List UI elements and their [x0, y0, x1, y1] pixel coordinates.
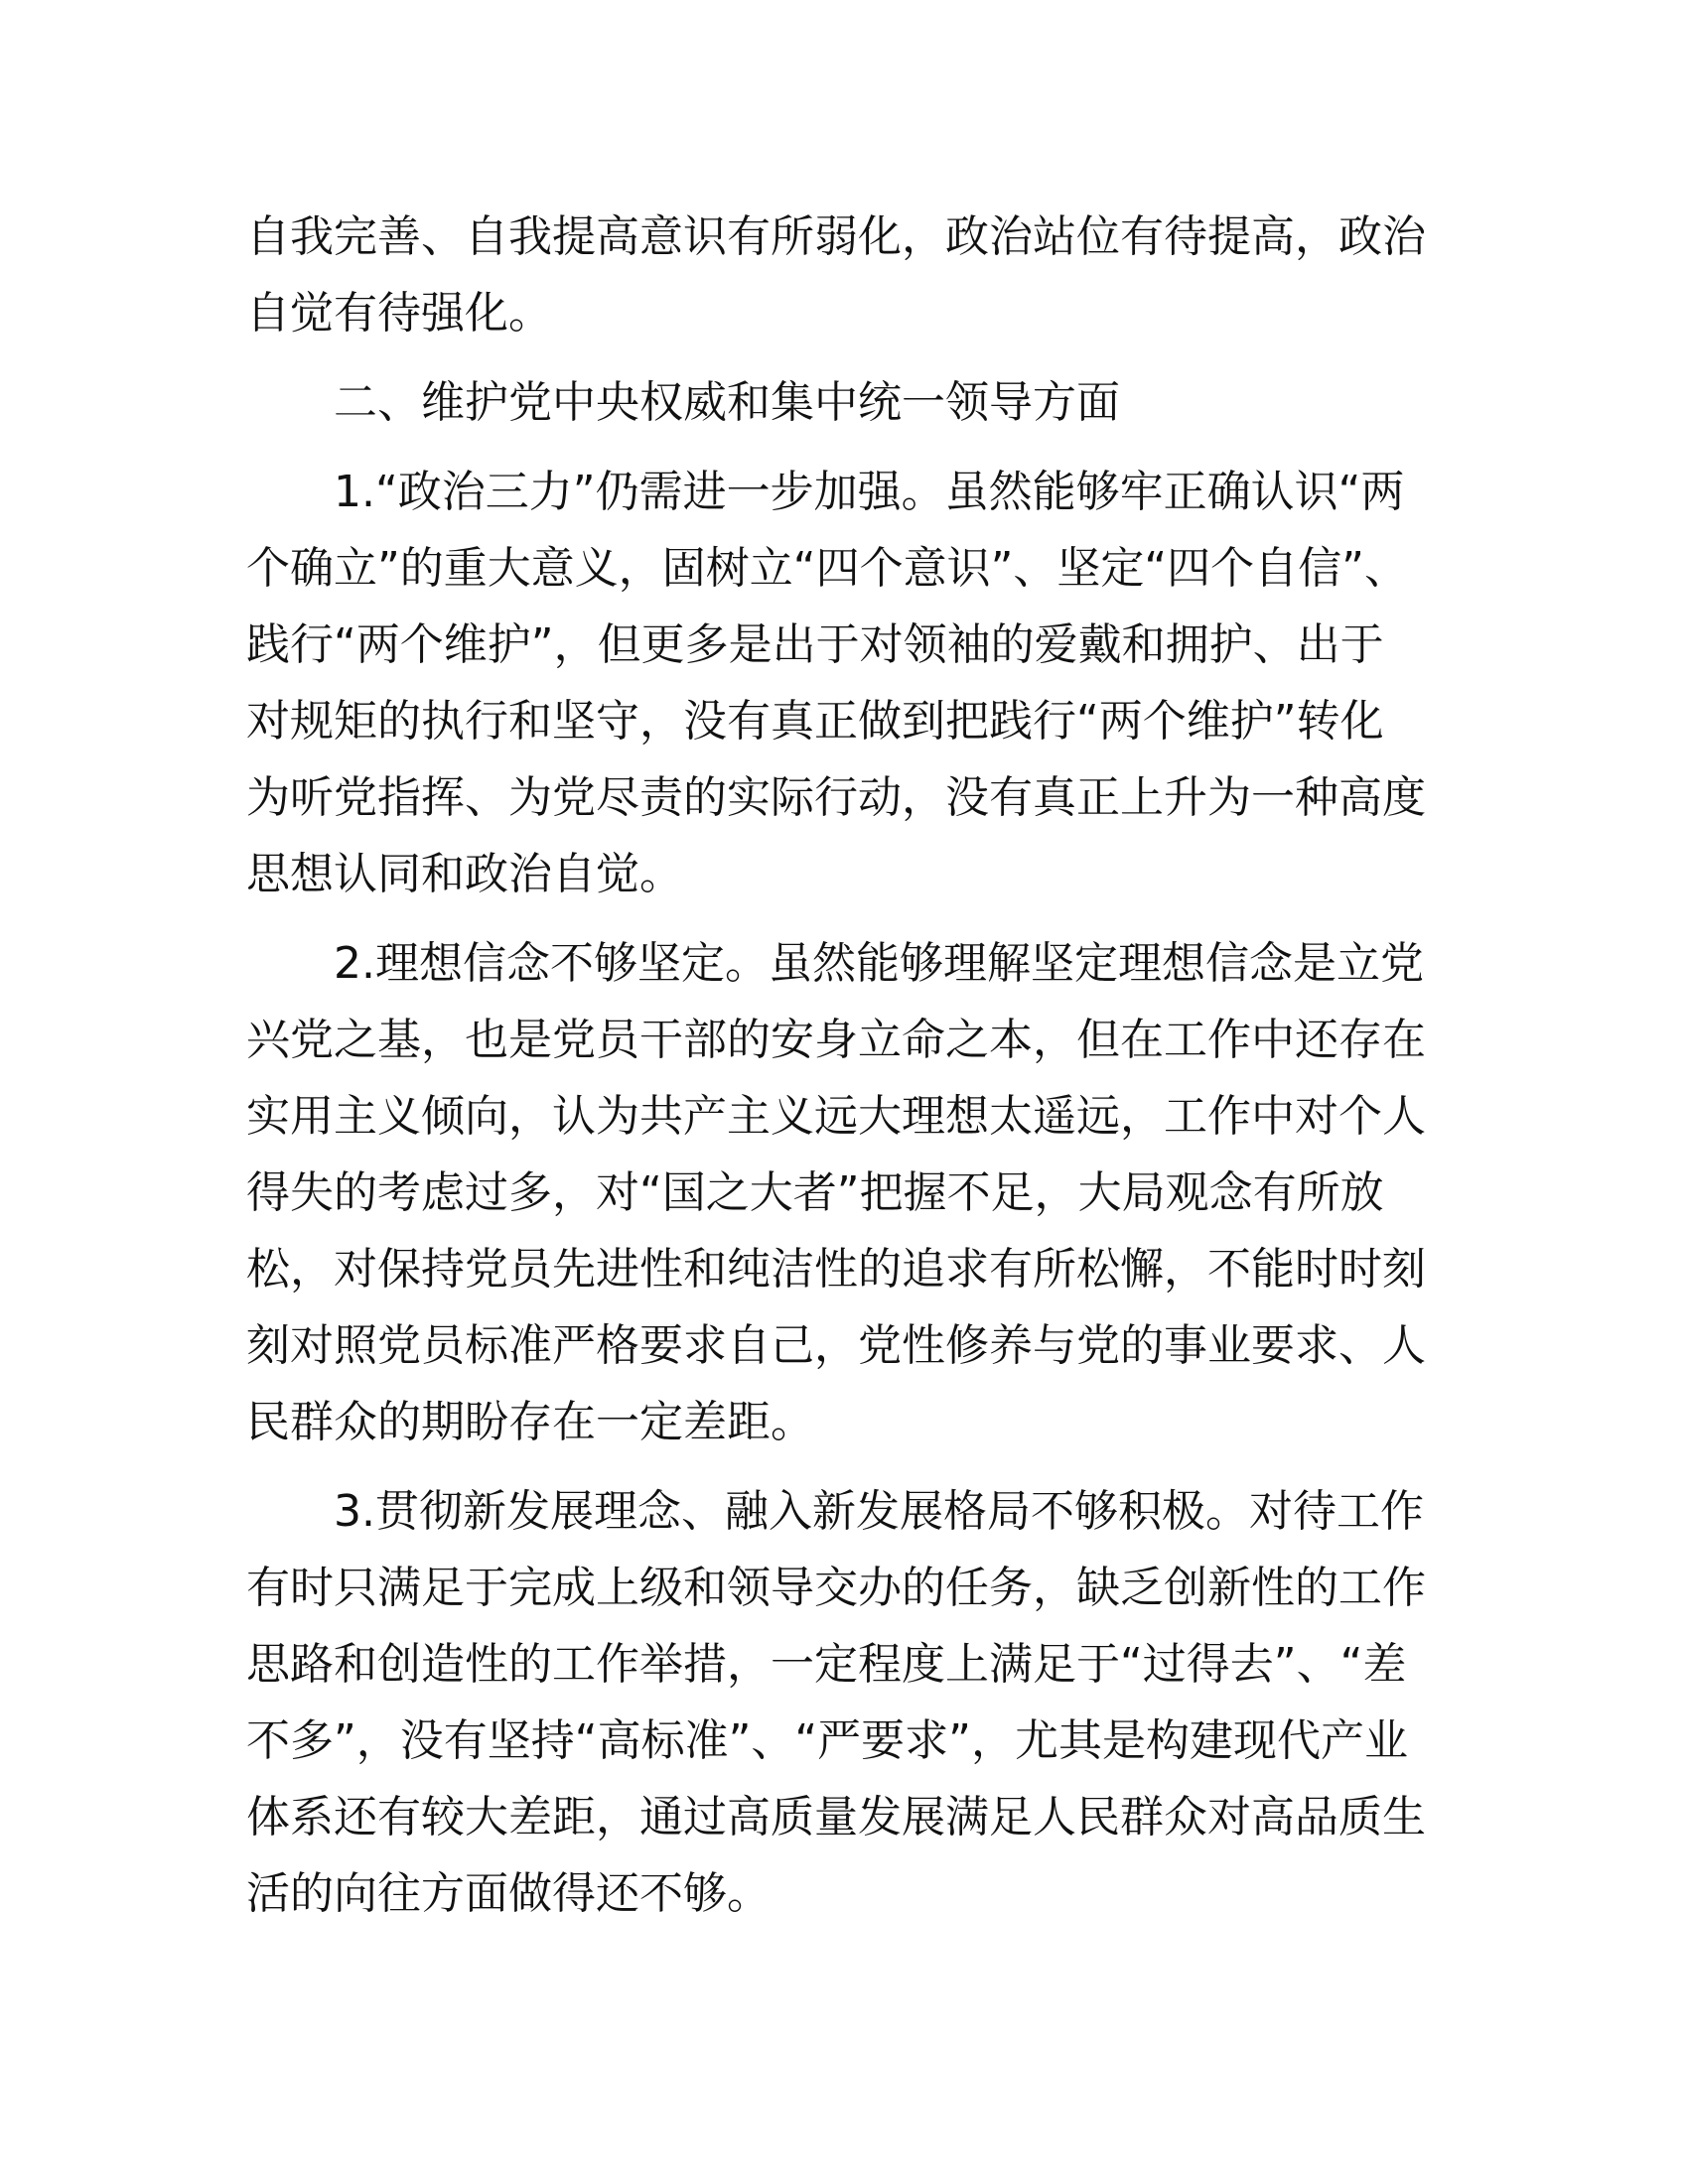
- text-line: 不多”，没有坚持“高标准”、“严要求”，尤其是构建现代产业: [246, 1715, 1408, 1766]
- text-line: 自觉有待强化。: [246, 288, 552, 339]
- paragraph-item-1: [246, 454, 1438, 912]
- text-line: 民群众的期盼存在一定差距。: [246, 1397, 814, 1447]
- text-line: 对规矩的执行和坚守，没有真正做到把践行“两个维护”转化: [246, 696, 1384, 747]
- text-line: 为听党指挥、为党尽责的实际行动，没有真正上升为一种高度: [246, 772, 1426, 823]
- text-line: 个确立”的重大意义，固树立“四个意识”、坚定“四个自信”、: [246, 543, 1408, 594]
- text-line: 活的向往方面做得还不够。: [246, 1868, 771, 1919]
- text-line: 思路和创造性的工作举措，一定程度上满足于“过得去”、“差: [246, 1639, 1407, 1690]
- text-line: 思想认同和政治自觉。: [246, 849, 683, 899]
- paragraph-item-3: [246, 1473, 1438, 1932]
- text-line: 有时只满足于完成上级和领导交办的任务，缺乏创新性的工作: [246, 1563, 1426, 1613]
- text-line: 1.“政治三力”仍需进一步加强。虽然能够牢正确认识“两: [334, 467, 1405, 517]
- text-line: 得失的考虑过多，对“国之大者”把握不足，大局观念有所放: [246, 1167, 1384, 1218]
- paragraph-item-2: [246, 925, 1438, 1460]
- section-heading: [246, 364, 1438, 441]
- text-line: 松，对保持党员先进性和纯洁性的追求有所松懈，不能时时刻: [246, 1244, 1426, 1295]
- text-line: 二、维护党中央权威和集中统一领导方面: [334, 377, 1120, 428]
- text-line: 3.贯彻新发展理念、融入新发展格局不够积极。对待工作: [334, 1486, 1424, 1537]
- text-line: 自我完善、自我提高意识有所弱化，政治站位有待提高，政治: [246, 211, 1426, 262]
- paragraph-continuation: [246, 199, 1438, 351]
- text-line: 2.理想信念不够坚定。虽然能够理解坚定理想信念是立党: [334, 938, 1424, 989]
- text-line: 践行“两个维护”，但更多是出于对领袖的爱戴和拥护、出于: [246, 619, 1384, 670]
- text-line: 兴党之基，也是党员干部的安身立命之本，但在工作中还存在: [246, 1015, 1426, 1065]
- document-page: [246, 199, 1438, 1932]
- text-line: 体系还有较大差距，通过高质量发展满足人民群众对高品质生: [246, 1792, 1426, 1843]
- text-line: 刻对照党员标准严格要求自己，党性修养与党的事业要求、人: [246, 1320, 1426, 1371]
- text-line: 实用主义倾向，认为共产主义远大理想太遥远，工作中对个人: [246, 1091, 1426, 1142]
